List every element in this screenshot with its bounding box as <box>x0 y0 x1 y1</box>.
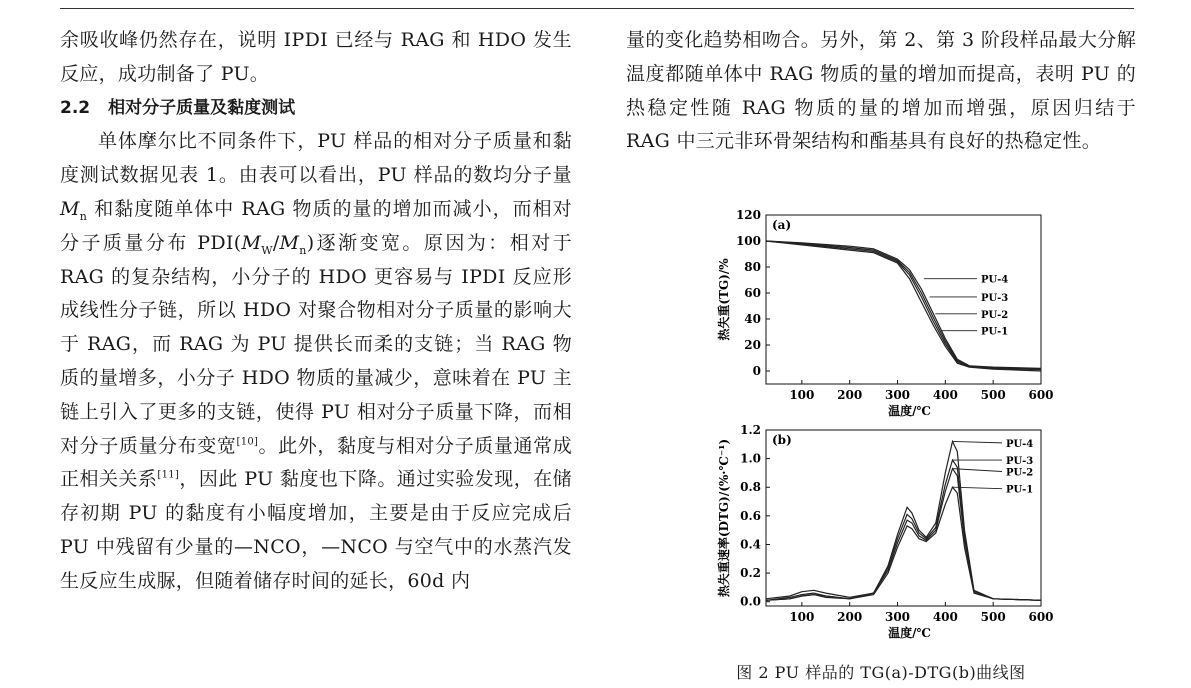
text-run: 。此外，黏度与相对分子质量通常成正相关关系 <box>60 434 572 491</box>
section-number: 2.2 <box>60 97 91 118</box>
series-label: PU-4 <box>981 274 1009 286</box>
y-axis-title: 热失重速率(DTG)/(%·℃⁻¹) <box>717 438 731 598</box>
series-label: PU-1 <box>1006 484 1034 496</box>
y-tick-label: 20 <box>744 338 761 352</box>
x-tick-label: 200 <box>837 388 863 402</box>
series-label: PU-2 <box>981 309 1009 321</box>
x-tick-label: 100 <box>789 388 815 402</box>
panel-label: (b) <box>772 433 792 447</box>
text-run: / <box>272 231 280 254</box>
y-tick-label: 0.0 <box>740 594 761 609</box>
section-title: 相对分子质量及黏度测试 <box>108 97 296 118</box>
math-symbol: M <box>60 197 80 220</box>
citation-ref: [11] <box>157 470 180 482</box>
y-tick-label: 1.0 <box>740 451 761 466</box>
right-column <box>626 24 1136 159</box>
math-subscript: W <box>261 243 273 257</box>
x-tick-label: 600 <box>1028 610 1054 624</box>
left-column <box>60 24 572 599</box>
text-run: ，因此 PU 黏度也下降。通过实验发现，在储存初期 PU 的黏度有小幅度增加，主要是由于反应完成后 PU 中残留有少量的—NCO，—NCO 与空气中的水蒸汽发生反应生成脲，但随着储存时间的延长，60d 内 <box>60 468 572 592</box>
x-axis-title: 温度/℃ <box>888 626 931 640</box>
section-heading <box>60 92 572 126</box>
series-line-pu-1 <box>766 241 1041 371</box>
text-run: 单体摩尔比不同条件下，PU 样品的相对分子质量和黏度测试数据见表 1。由表可以看出，PU 样品的数均分子量 <box>60 130 572 187</box>
x-axis-title: 温度/℃ <box>888 404 931 418</box>
chart-svg <box>706 200 1056 652</box>
series-label: PU-2 <box>1006 467 1034 479</box>
x-tick-label: 300 <box>884 610 911 624</box>
paragraph-ir-conclusion: 余吸收峰仍然存在，说明 IPDI 已经与 RAG 和 HDO 发生反应，成功制备了 PU。 <box>60 29 572 85</box>
series-leader <box>953 441 1002 442</box>
math-subscript: n <box>79 209 88 223</box>
y-tick-label: 40 <box>744 312 761 326</box>
x-tick-label: 200 <box>837 610 863 624</box>
y-tick-label: 0.6 <box>740 508 761 523</box>
series-line-pu-4 <box>766 241 1041 368</box>
x-tick-label: 500 <box>980 388 1006 402</box>
y-tick-label: 120 <box>735 208 761 222</box>
math-subscript: n <box>299 243 307 257</box>
header-rule <box>60 8 1134 9</box>
y-tick-label: 0.4 <box>740 537 761 552</box>
series-label: PU-3 <box>1006 456 1034 468</box>
y-tick-label: 60 <box>744 286 761 300</box>
figure-tg-dtg <box>706 200 1056 652</box>
y-tick-label: 0.8 <box>740 480 761 495</box>
paragraph-molecular-weight <box>60 125 572 598</box>
series-leader <box>953 469 1002 472</box>
text-run: 和黏度随单体中 RAG 物质的量的增加而减小，而相对分子质量分布 PDI( <box>60 197 572 254</box>
y-tick-label: 100 <box>735 234 761 248</box>
y-tick-label: 0 <box>752 364 761 378</box>
series-label: PU-3 <box>981 292 1009 304</box>
figure-caption: 图 2 PU 样品的 TG(a)-DTG(b)曲线图 <box>736 663 1026 682</box>
panel-label: (a) <box>772 218 792 232</box>
x-tick-label: 400 <box>932 610 958 624</box>
series-line-pu-2 <box>766 241 1041 370</box>
y-tick-label: 80 <box>744 260 761 274</box>
y-axis-title: 热失重(TG)/% <box>717 258 731 341</box>
x-tick-label: 100 <box>789 610 815 624</box>
math-symbol: M <box>279 231 300 254</box>
series-line-pu-1 <box>766 484 1041 600</box>
series-label: PU-1 <box>981 326 1009 338</box>
series-line-pu-3 <box>766 241 1041 369</box>
series-label: PU-4 <box>1006 438 1034 450</box>
citation-ref: [10] <box>236 436 259 448</box>
text-run: )逐渐变宽。原因为：相对于 RAG 的复杂结构，小分子的 HDO 更容易与 IPDI 反应形成线性分子链，所以 HDO 对聚合物相对分子质量的影响大于 RAG，而 RAG 为 PU 提供长而柔的支链；当 RAG 物质的量增多，小分子 HDO 物质的量减少，意味着在 PU 主链上引入了更多的支链，使得 PU 相对分子质量下降，而相对分子质量分布变宽 <box>60 231 572 457</box>
y-tick-label: 0.2 <box>740 566 761 581</box>
math-symbol: M <box>241 231 262 254</box>
x-tick-label: 400 <box>932 388 958 402</box>
x-tick-label: 500 <box>980 610 1006 624</box>
x-tick-label: 300 <box>884 388 911 402</box>
y-tick-label: 1.2 <box>740 423 761 437</box>
paragraph-thermal-stability: 量的变化趋势相吻合。另外，第 2、第 3 阶段样品最大分解温度都随单体中 RAG 物质的量的增加而提高，表明 PU 的热稳定性随 RAG 物质的量的增加而增强，原因归结于 RAG 中三元非环骨架结构和酯基具有良好的热稳定性。 <box>626 29 1136 153</box>
series-line-pu-4 <box>766 438 1041 600</box>
x-tick-label: 600 <box>1028 388 1054 402</box>
